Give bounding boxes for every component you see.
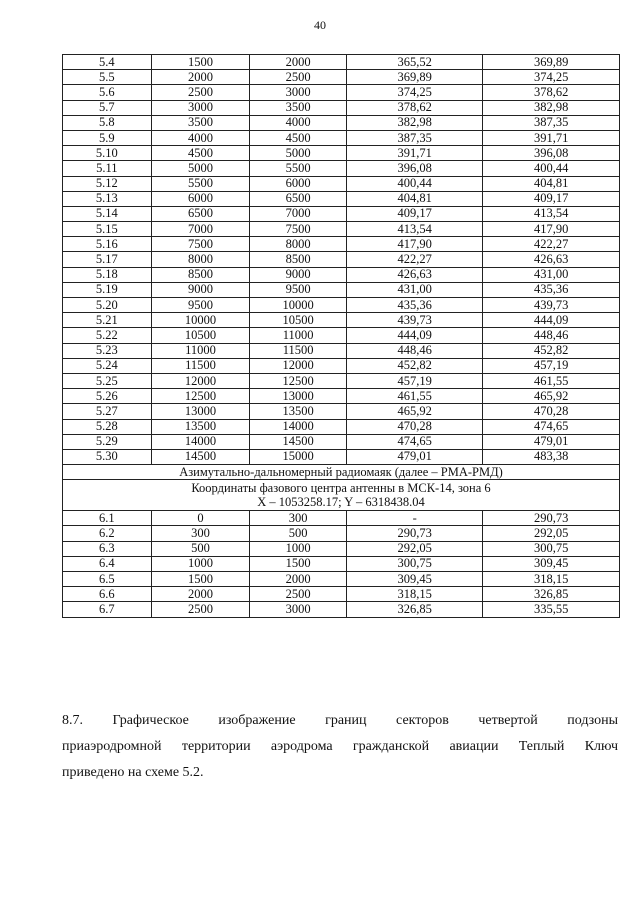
table-cell: 387,35 [483, 115, 620, 130]
table-cell: 13500 [250, 404, 347, 419]
table-cell: 2500 [151, 602, 250, 617]
table-cell: 500 [250, 526, 347, 541]
paragraph-8-7 [62, 708, 618, 786]
table-row [63, 419, 620, 434]
table-cell: 5000 [250, 146, 347, 161]
table-cell: 6000 [250, 176, 347, 191]
table-cell: 0 [151, 511, 250, 526]
section-title: Азимутально-дальномерный радиомаяк (далее – РМА-РМД) [63, 465, 620, 480]
table-cell: 5.6 [63, 85, 152, 100]
table-cell: 5.13 [63, 191, 152, 206]
table-cell: 14000 [250, 419, 347, 434]
table-row [63, 267, 620, 282]
table-cell: 5.20 [63, 298, 152, 313]
table-cell: 3000 [151, 100, 250, 115]
sector-table-body-top [63, 55, 620, 465]
table-row [63, 587, 620, 602]
table-cell: 8500 [151, 267, 250, 282]
table-cell: 9000 [151, 282, 250, 297]
table-cell: 5.4 [63, 55, 152, 70]
table-cell: 5.23 [63, 343, 152, 358]
table-row [63, 176, 620, 191]
table-cell: 470,28 [346, 419, 482, 434]
table-row [63, 55, 620, 70]
table-cell: 1000 [250, 541, 347, 556]
table-cell: 6000 [151, 191, 250, 206]
table-row [63, 602, 620, 617]
table-row [63, 115, 620, 130]
table-cell: 5.8 [63, 115, 152, 130]
table-cell: 2000 [250, 55, 347, 70]
table-row [63, 100, 620, 115]
table-cell: 5.25 [63, 373, 152, 388]
table-cell: 435,36 [483, 282, 620, 297]
table-cell: 7500 [250, 222, 347, 237]
table-cell: 9500 [151, 298, 250, 313]
page-number: 40 [314, 18, 326, 32]
table-row [63, 511, 620, 526]
table-cell: 7000 [250, 206, 347, 221]
table-cell: 5.28 [63, 419, 152, 434]
table-row [63, 373, 620, 388]
table-cell: 431,00 [346, 282, 482, 297]
table-cell: 318,15 [483, 572, 620, 587]
paragraph-line-3: приведено на схеме 5.2. [62, 765, 204, 780]
coords-line-2: X – 1053258.17; Y – 6318438.04 [257, 495, 425, 510]
table-cell: 5.16 [63, 237, 152, 252]
table-cell: 5.10 [63, 146, 152, 161]
table-cell: 457,19 [483, 358, 620, 373]
table-cell: 12500 [250, 373, 347, 388]
table-row [63, 252, 620, 267]
table-cell: 5.27 [63, 404, 152, 419]
table-cell: 404,81 [483, 176, 620, 191]
table-row [63, 237, 620, 252]
table-cell: 369,89 [346, 70, 482, 85]
table-cell: 1500 [151, 572, 250, 587]
table-cell: 444,09 [483, 313, 620, 328]
table-cell: 5.14 [63, 206, 152, 221]
table-cell: 292,05 [346, 541, 482, 556]
table-row [63, 313, 620, 328]
table-cell: 3500 [250, 100, 347, 115]
table-cell: 6.7 [63, 602, 152, 617]
table-cell: 474,65 [346, 434, 482, 449]
table-cell: 461,55 [346, 389, 482, 404]
table-cell: 396,08 [346, 161, 482, 176]
table-cell: 422,27 [346, 252, 482, 267]
section-title-row [63, 465, 620, 480]
table-row [63, 282, 620, 297]
table-cell: 400,44 [483, 161, 620, 176]
table-cell: 422,27 [483, 237, 620, 252]
table-cell: 439,73 [346, 313, 482, 328]
table-row [63, 434, 620, 449]
table-cell: 452,82 [483, 343, 620, 358]
table-cell: 426,63 [346, 267, 482, 282]
table-cell: 4000 [250, 115, 347, 130]
table-cell: 479,01 [483, 434, 620, 449]
table-cell: 452,82 [346, 358, 482, 373]
table-cell: 318,15 [346, 587, 482, 602]
table-cell: 413,54 [483, 206, 620, 221]
table-cell: 8000 [250, 237, 347, 252]
table-row [63, 298, 620, 313]
table-cell: 465,92 [483, 389, 620, 404]
table-cell: 5.5 [63, 70, 152, 85]
table-cell: 10500 [151, 328, 250, 343]
table-cell: 417,90 [483, 222, 620, 237]
table-cell: 10000 [151, 313, 250, 328]
table-cell: 15000 [250, 449, 347, 464]
table-row [63, 222, 620, 237]
table-cell: 11000 [250, 328, 347, 343]
table-cell: 14000 [151, 434, 250, 449]
table-cell: 5.15 [63, 222, 152, 237]
table-cell: 365,52 [346, 55, 482, 70]
table-cell: 404,81 [346, 191, 482, 206]
table-cell: 391,71 [346, 146, 482, 161]
table-cell: 12000 [151, 373, 250, 388]
table-row [63, 328, 620, 343]
table-cell: 5500 [250, 161, 347, 176]
table-cell: 4000 [151, 130, 250, 145]
table-cell: 5.11 [63, 161, 152, 176]
table-row [63, 70, 620, 85]
sector-table [62, 54, 620, 618]
table-cell: 470,28 [483, 404, 620, 419]
table-cell: 4500 [250, 130, 347, 145]
table-cell: 6500 [151, 206, 250, 221]
table-row [63, 389, 620, 404]
table-cell: 2000 [151, 70, 250, 85]
table-cell: 5.9 [63, 130, 152, 145]
table-cell: 9500 [250, 282, 347, 297]
sector-table-body-bottom [63, 511, 620, 617]
table-cell: 3000 [250, 602, 347, 617]
table-cell: 5.30 [63, 449, 152, 464]
table-cell: 326,85 [483, 587, 620, 602]
paragraph-line-1: 8.7. Графическое изображение границ секторов четвертой подзоны [62, 713, 618, 728]
table-cell: 474,65 [483, 419, 620, 434]
table-cell: 335,55 [483, 602, 620, 617]
coords-row [63, 480, 620, 511]
table-cell: 6.1 [63, 511, 152, 526]
table-row [63, 526, 620, 541]
table-cell: 5.12 [63, 176, 152, 191]
table-cell: 479,01 [346, 449, 482, 464]
table-cell: 13000 [250, 389, 347, 404]
table-cell: 290,73 [346, 526, 482, 541]
table-cell: 326,85 [346, 602, 482, 617]
table-row [63, 541, 620, 556]
table-cell: 5.26 [63, 389, 152, 404]
table-cell: 6.2 [63, 526, 152, 541]
table-cell: 431,00 [483, 267, 620, 282]
table-cell: 13000 [151, 404, 250, 419]
table-row [63, 343, 620, 358]
table-row [63, 358, 620, 373]
table-cell: 5.18 [63, 267, 152, 282]
table-cell: 8500 [250, 252, 347, 267]
table-cell: 483,38 [483, 449, 620, 464]
section-header [63, 465, 620, 511]
table-row [63, 404, 620, 419]
table-cell: 300,75 [346, 556, 482, 571]
table-cell: - [346, 511, 482, 526]
table-cell: 2000 [250, 572, 347, 587]
table-cell: 5.22 [63, 328, 152, 343]
table-cell: 400,44 [346, 176, 482, 191]
table-cell: 10000 [250, 298, 347, 313]
table-cell: 300 [151, 526, 250, 541]
table-cell: 457,19 [346, 373, 482, 388]
table-cell: 461,55 [483, 373, 620, 388]
table-cell: 391,71 [483, 130, 620, 145]
table-cell: 14500 [250, 434, 347, 449]
table-cell: 444,09 [346, 328, 482, 343]
table-cell: 409,17 [346, 206, 482, 221]
table-cell: 300,75 [483, 541, 620, 556]
table-cell: 5500 [151, 176, 250, 191]
table-cell: 300 [250, 511, 347, 526]
table-cell: 5.21 [63, 313, 152, 328]
table-cell: 9000 [250, 267, 347, 282]
table-cell: 2500 [250, 587, 347, 602]
table-cell: 290,73 [483, 511, 620, 526]
table-row [63, 572, 620, 587]
paragraph-line-2: приаэродромной территории аэродрома гражданской авиации Теплый Ключ [62, 739, 618, 754]
table-cell: 5.19 [63, 282, 152, 297]
table-cell: 5000 [151, 161, 250, 176]
table-cell: 3000 [250, 85, 347, 100]
table-cell: 2500 [151, 85, 250, 100]
table-cell: 439,73 [483, 298, 620, 313]
table-cell: 369,89 [483, 55, 620, 70]
table-cell: 292,05 [483, 526, 620, 541]
table-cell: 5.24 [63, 358, 152, 373]
table-cell: 448,46 [483, 328, 620, 343]
table-cell: 5.29 [63, 434, 152, 449]
table-cell: 382,98 [346, 115, 482, 130]
table-cell: 309,45 [483, 556, 620, 571]
table-cell: 448,46 [346, 343, 482, 358]
table-cell: 5.17 [63, 252, 152, 267]
table-cell: 11000 [151, 343, 250, 358]
table-cell: 6500 [250, 191, 347, 206]
table-cell: 465,92 [346, 404, 482, 419]
table-cell: 396,08 [483, 146, 620, 161]
coords-line-1: Координаты фазового центра антенны в МСК-14, зона 6 [191, 481, 491, 496]
table-cell: 435,36 [346, 298, 482, 313]
table-row [63, 556, 620, 571]
table-cell: 12000 [250, 358, 347, 373]
table-cell: 4500 [151, 146, 250, 161]
table-cell: 309,45 [346, 572, 482, 587]
coords-cell [63, 480, 620, 511]
table-cell: 14500 [151, 449, 250, 464]
table-cell: 8000 [151, 252, 250, 267]
table-cell: 413,54 [346, 222, 482, 237]
table-row [63, 161, 620, 176]
table-row [63, 449, 620, 464]
table-cell: 7500 [151, 237, 250, 252]
table-cell: 387,35 [346, 130, 482, 145]
table-row [63, 130, 620, 145]
table-cell: 10500 [250, 313, 347, 328]
table-cell: 6.3 [63, 541, 152, 556]
table-cell: 13500 [151, 419, 250, 434]
table-cell: 12500 [151, 389, 250, 404]
table-cell: 6.4 [63, 556, 152, 571]
table-cell: 2000 [151, 587, 250, 602]
table-cell: 6.6 [63, 587, 152, 602]
table-cell: 2500 [250, 70, 347, 85]
table-cell: 1000 [151, 556, 250, 571]
table-cell: 500 [151, 541, 250, 556]
table-cell: 378,62 [346, 100, 482, 115]
table-row [63, 191, 620, 206]
table-cell: 374,25 [346, 85, 482, 100]
table-cell: 11500 [151, 358, 250, 373]
table-cell: 378,62 [483, 85, 620, 100]
table-row [63, 146, 620, 161]
table-cell: 3500 [151, 115, 250, 130]
table-cell: 11500 [250, 343, 347, 358]
table-row [63, 206, 620, 221]
table-cell: 6.5 [63, 572, 152, 587]
table-cell: 7000 [151, 222, 250, 237]
table-cell: 5.7 [63, 100, 152, 115]
table-cell: 426,63 [483, 252, 620, 267]
table-cell: 409,17 [483, 191, 620, 206]
table-cell: 374,25 [483, 70, 620, 85]
table-row [63, 85, 620, 100]
table-cell: 1500 [250, 556, 347, 571]
table-cell: 382,98 [483, 100, 620, 115]
table-cell: 1500 [151, 55, 250, 70]
table-cell: 417,90 [346, 237, 482, 252]
